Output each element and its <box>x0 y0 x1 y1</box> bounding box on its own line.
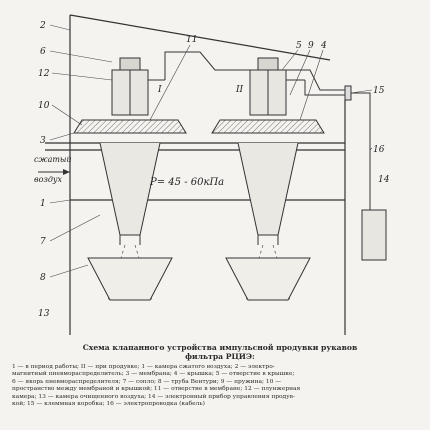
label-4: 4 <box>321 41 327 51</box>
legend-line: пространство между мембраной и крышкой; 11 — отверстие в мембране; 12 — плунжерная <box>12 386 301 393</box>
label-roman-1: I <box>158 85 162 95</box>
venturi-funnels <box>88 258 310 300</box>
label-6: 6 <box>40 47 46 57</box>
label-7: 7 <box>40 237 46 247</box>
figure-caption <box>40 343 400 361</box>
label-13: 13 <box>38 309 50 319</box>
legend-line: магнитный пневмораспределитель; 3 — мембрана; 4 — крышка; 5 — отверстие в крышке; <box>12 371 295 378</box>
legend-line: кой; 15 — клеммная коробка; 16 — электропроводка (кабель) <box>12 401 205 408</box>
label-2: 2 <box>40 21 46 31</box>
air-inlet-label-1: сжатый <box>34 155 72 164</box>
legend-line: 1 — в период работы; II — при продувке; 1 — камера сжатого воздуха; 2 — электро- <box>12 364 275 370</box>
label-12: 12 <box>38 69 50 79</box>
label-16: 16 <box>373 145 385 155</box>
legend-line: 6 — якорь пневмораспределителя; 7 — сопло; 8 — труба Вентури; 9 — пружина; 10 — <box>12 378 282 385</box>
label-10: 10 <box>38 101 50 111</box>
label-11: 11 <box>186 35 198 45</box>
label-8: 8 <box>40 273 46 283</box>
label-1: 1 <box>40 199 46 209</box>
label-15: 15 <box>373 86 385 96</box>
label-5: 5 <box>296 41 302 51</box>
caption-line-2: фильтра РЦИЭ: <box>185 352 255 361</box>
caption-line-1: Схема клапанного устройства импульсной продувки рукавов <box>82 343 358 352</box>
leader-lines <box>50 25 372 277</box>
housing-outline <box>45 15 345 335</box>
label-9: 9 <box>308 41 314 51</box>
legend-line: камера; 13 — камера очищенного воздуха; 14 — электронный прибор управления продув- <box>12 393 295 400</box>
valve-right <box>212 58 324 245</box>
figure-legend <box>12 364 422 408</box>
pressure-label: P= 45 - 60кПа <box>150 177 225 188</box>
label-roman-2: II <box>236 85 244 95</box>
valve-left <box>74 58 186 245</box>
label-14: 14 <box>378 175 390 185</box>
label-3: 3 <box>40 136 46 146</box>
air-inlet-label-2: воздух <box>34 175 63 184</box>
